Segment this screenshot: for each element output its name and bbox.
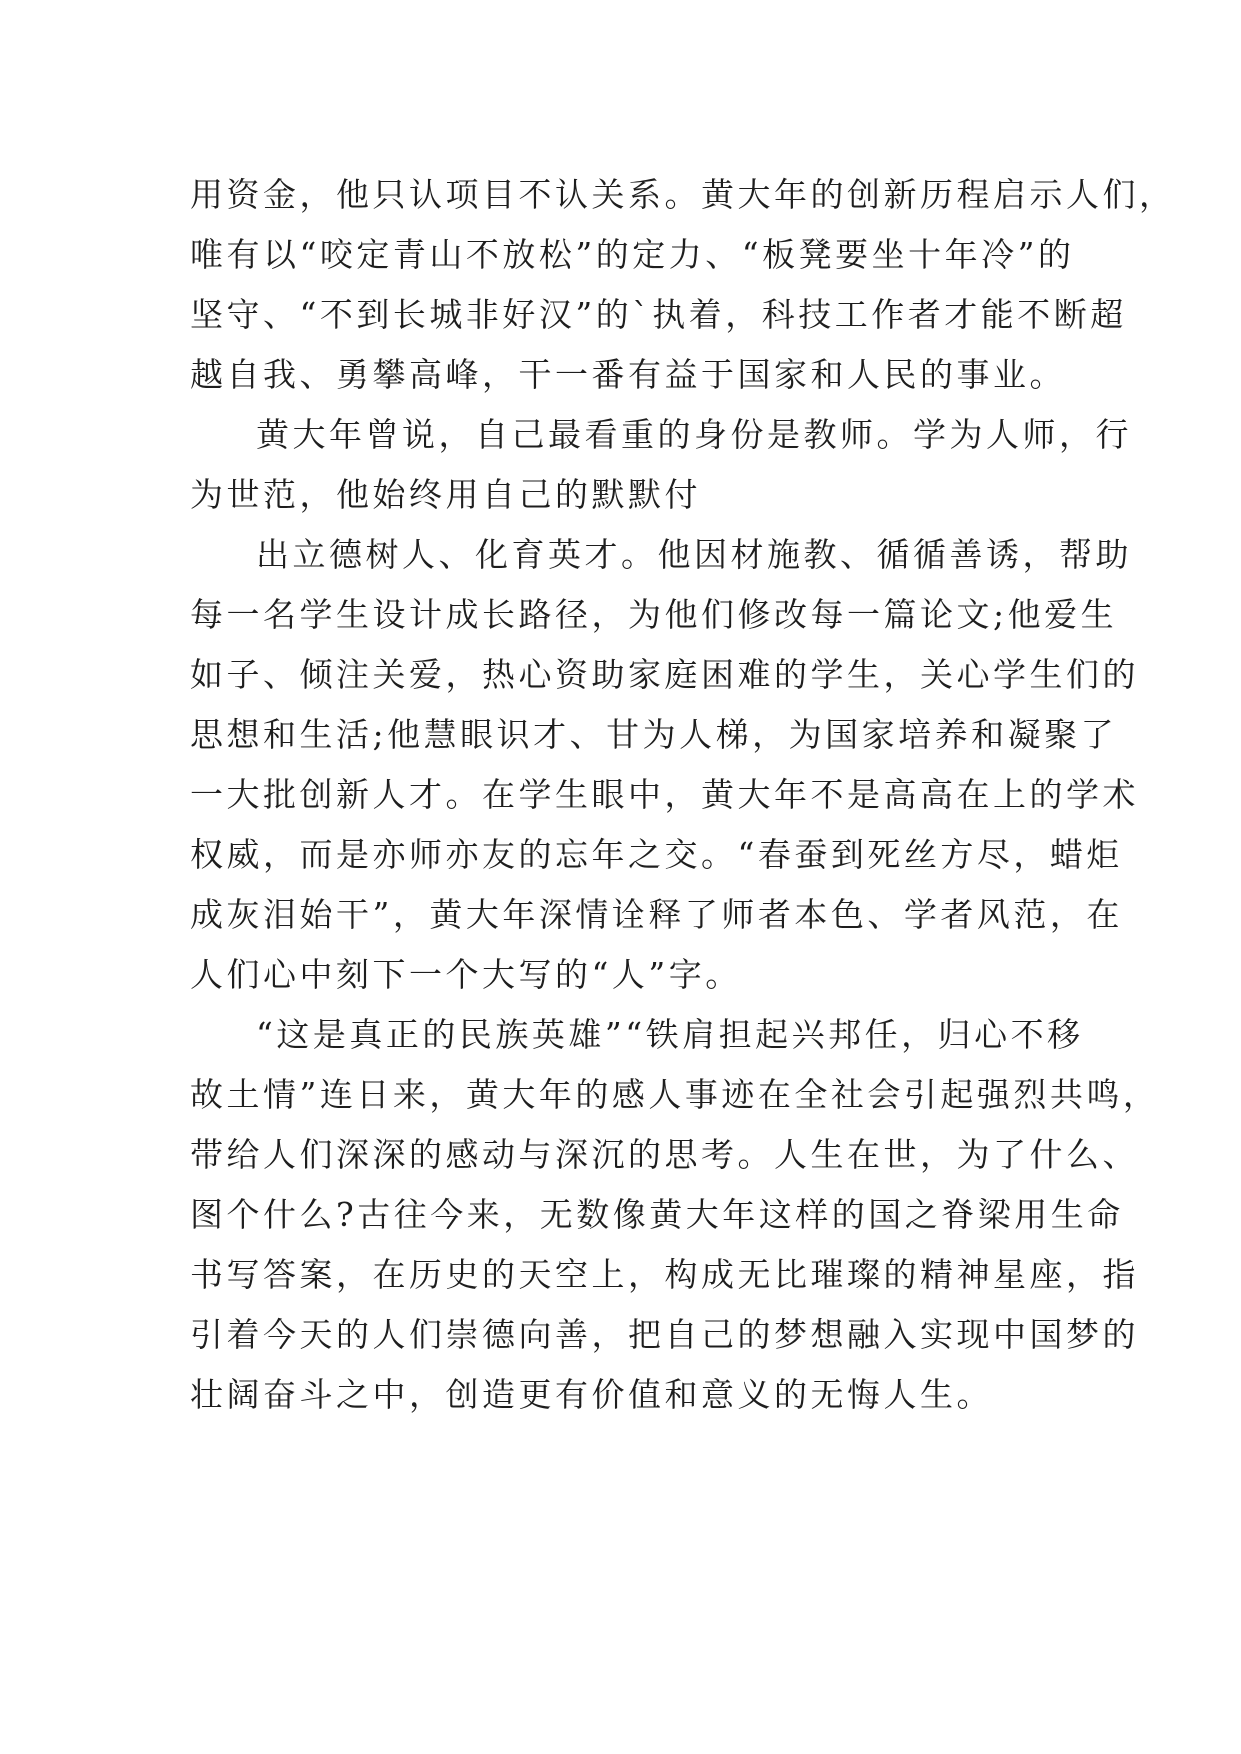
document-body [190,165,1176,1425]
text-line: 成灰泪始干”，黄大年深情诠释了师者本色、学者风范，在 [190,895,1123,934]
text-line: 壮阔奋斗之中，创造更有价值和意义的无悔人生。 [190,1375,993,1414]
text-line: 权威，而是亦师亦友的忘年之交。“春蚕到死丝方尽，蜡炬 [190,835,1123,874]
text-line: 人们心中刻下一个大写的“人”字。 [190,955,742,994]
text-line: 带给人们深深的感动与深沉的思考。人生在世，为了什么、 [190,1135,1139,1174]
text-line: 每一名学生设计成长路径，为他们修改每一篇论文;他爱生 [190,595,1118,634]
text-line: 故土情”连日来，黄大年的感人事迹在全社会引起强烈共鸣， [190,1075,1160,1114]
text-line: 唯有以“咬定青山不放松”的定力、“板凳要坐十年冷”的 [190,235,1075,274]
text-line: 引着今天的人们崇德向善，把自己的梦想融入实现中国梦的 [190,1315,1139,1354]
text-line: 思想和生活;他慧眼识才、甘为人梯，为国家培养和凝聚了 [190,715,1118,754]
text-line: 一大批创新人才。在学生眼中，黄大年不是高高在上的学术 [190,775,1139,814]
text-line: 用资金，他只认项目不认关系。黄大年的创新历程启示人们， [190,175,1176,214]
text-line: 图个什么?古往今来，无数像黄大年这样的国之脊梁用生命 [190,1195,1124,1234]
text-line: 为世范，他始终用自己的默默付 [190,475,701,514]
text-line: 书写答案，在历史的天空上，构成无比璀璨的精神星座，指 [190,1255,1139,1294]
paragraph-first-line: “这是真正的民族英雄”“铁肩担起兴邦任，归心不移 [256,1015,1084,1054]
text-line: 越自我、勇攀高峰，干一番有益于国家和人民的事业。 [190,355,1066,394]
text-line: 坚守、“不到长城非好汉”的`执着，科技工作者才能不断超 [190,295,1127,334]
paragraph-first-line: 黄大年曾说，自己最看重的身份是教师。学为人师，行 [256,415,1132,454]
text-line: 如子、倾注关爱，热心资助家庭困难的学生，关心学生们的 [190,655,1139,694]
paragraph-first-line: 出立德树人、化育英才。他因材施教、循循善诱，帮助 [256,535,1132,574]
